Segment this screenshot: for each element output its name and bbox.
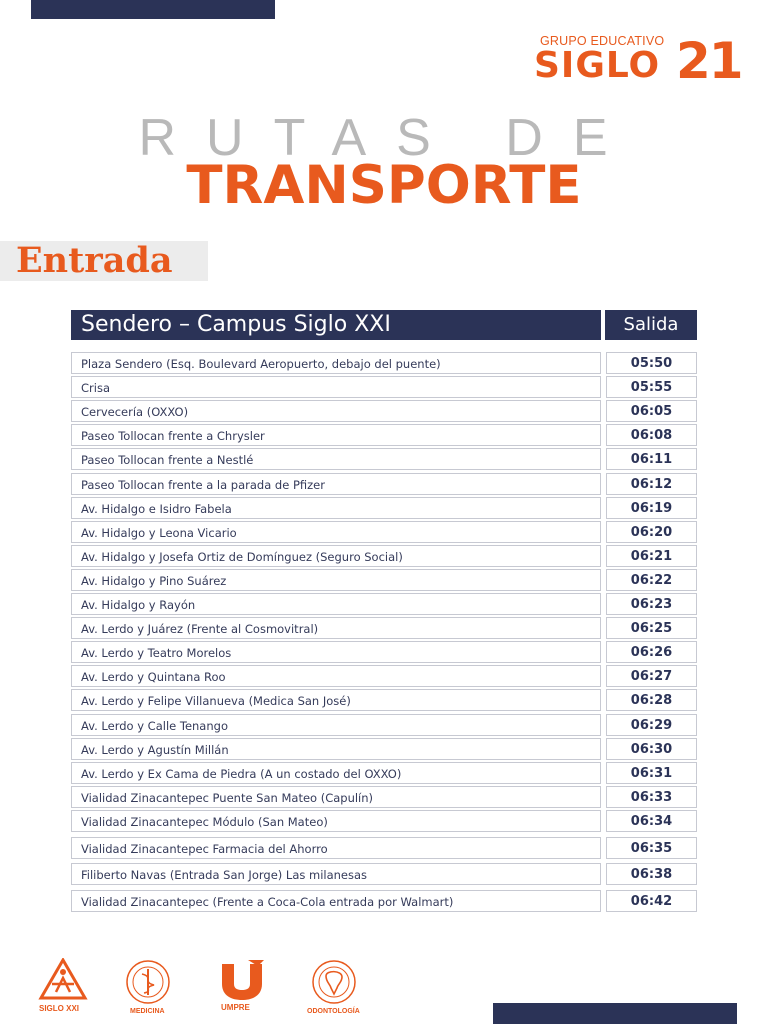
table-row bbox=[71, 424, 697, 448]
table-row bbox=[71, 738, 697, 762]
table-row bbox=[71, 762, 697, 786]
stop-name: Av. Lerdo y Teatro Morelos bbox=[71, 641, 601, 663]
table-row bbox=[71, 593, 697, 617]
section-label: Entrada bbox=[16, 240, 173, 281]
stop-time: 06:34 bbox=[606, 810, 697, 832]
stop-time: 06:08 bbox=[606, 424, 697, 446]
stop-name: Vialidad Zinacantepec Módulo (San Mateo) bbox=[71, 810, 601, 832]
logo-caption: UMPRE bbox=[221, 1003, 250, 1012]
stop-name: Cervecería (OXXO) bbox=[71, 400, 601, 422]
stop-name: Av. Lerdo y Quintana Roo bbox=[71, 665, 601, 687]
brand-number: 21 bbox=[676, 32, 742, 90]
table-row bbox=[71, 786, 697, 810]
table-row bbox=[71, 497, 697, 521]
stop-name: Plaza Sendero (Esq. Boulevard Aeropuerto, debajo del puente) bbox=[71, 352, 601, 374]
stop-time: 06:19 bbox=[606, 497, 697, 519]
stop-time: 06:29 bbox=[606, 714, 697, 736]
stop-time: 06:27 bbox=[606, 665, 697, 687]
footer-logos bbox=[38, 958, 378, 1018]
table-row bbox=[71, 665, 697, 689]
table-row bbox=[71, 448, 697, 472]
brand-logo bbox=[534, 32, 746, 88]
siglo-xxi-seal-icon bbox=[38, 958, 88, 1013]
logo-caption: MEDICINA bbox=[130, 1008, 165, 1015]
stop-name: Av. Hidalgo y Josefa Ortiz de Domínguez (Seguro Social) bbox=[71, 545, 601, 567]
stop-time: 06:42 bbox=[606, 890, 697, 912]
stop-name: Paseo Tollocan frente a la parada de Pfizer bbox=[71, 473, 601, 495]
time-column-header: Salida bbox=[605, 310, 697, 340]
top-accent-bar bbox=[31, 0, 275, 19]
stop-time: 06:21 bbox=[606, 545, 697, 567]
brand-word: SIGLO bbox=[534, 45, 661, 86]
title-line-2: TRANSPORTE bbox=[186, 155, 582, 216]
table-row bbox=[71, 714, 697, 738]
stop-name: Av. Lerdo y Felipe Villanueva (Medica San José) bbox=[71, 689, 601, 711]
table-row bbox=[71, 400, 697, 424]
table-row bbox=[71, 641, 697, 665]
table-row bbox=[71, 863, 697, 887]
table-row bbox=[71, 689, 697, 713]
stop-time: 06:25 bbox=[606, 617, 697, 639]
stop-time: 06:12 bbox=[606, 473, 697, 495]
table-row bbox=[71, 473, 697, 497]
stop-name: Vialidad Zinacantepec Puente San Mateo (Capulín) bbox=[71, 786, 601, 808]
stop-time: 06:26 bbox=[606, 641, 697, 663]
medicina-seal-icon bbox=[120, 958, 176, 1015]
stop-name: Paseo Tollocan frente a Nestlé bbox=[71, 448, 601, 470]
stop-name: Filiberto Navas (Entrada San Jorge) Las milanesas bbox=[71, 863, 601, 885]
stop-name: Av. Lerdo y Juárez (Frente al Cosmovitral) bbox=[71, 617, 601, 639]
table-row bbox=[71, 890, 697, 914]
table-row bbox=[71, 352, 697, 376]
stop-time: 06:05 bbox=[606, 400, 697, 422]
title-line-1: RUTAS DE bbox=[138, 109, 638, 167]
stop-time: 06:30 bbox=[606, 738, 697, 760]
table-row bbox=[71, 545, 697, 569]
stop-name: Av. Hidalgo y Rayón bbox=[71, 593, 601, 615]
logo-caption: ODONTOLOGÍA bbox=[307, 1008, 360, 1015]
stop-name: Av. Hidalgo y Leona Vicario bbox=[71, 521, 601, 543]
umpre-logo-icon bbox=[218, 958, 266, 1012]
stop-name: Crisa bbox=[71, 376, 601, 398]
stop-name: Av. Lerdo y Ex Cama de Piedra (A un costado del OXXO) bbox=[71, 762, 601, 784]
stops-table bbox=[71, 352, 697, 920]
stop-name: Vialidad Zinacantepec (Frente a Coca-Cola entrada por Walmart) bbox=[71, 890, 601, 912]
stop-time: 06:20 bbox=[606, 521, 697, 543]
stop-time: 06:31 bbox=[606, 762, 697, 784]
table-row bbox=[71, 617, 697, 641]
bottom-accent-bar bbox=[493, 1003, 737, 1024]
stop-time: 06:28 bbox=[606, 689, 697, 711]
stop-time: 05:50 bbox=[606, 352, 697, 374]
stop-time: 06:22 bbox=[606, 569, 697, 591]
stop-time: 06:23 bbox=[606, 593, 697, 615]
table-row bbox=[71, 376, 697, 400]
stop-time: 06:11 bbox=[606, 448, 697, 470]
stop-name: Paseo Tollocan frente a Chrysler bbox=[71, 424, 601, 446]
table-row bbox=[71, 521, 697, 545]
stop-name: Vialidad Zinacantepec Farmacia del Ahorro bbox=[71, 837, 601, 859]
stop-time: 05:55 bbox=[606, 376, 697, 398]
table-row bbox=[71, 569, 697, 593]
stop-time: 06:35 bbox=[606, 837, 697, 859]
logo-caption: SIGLO XXI bbox=[39, 1004, 80, 1013]
stop-time: 06:38 bbox=[606, 863, 697, 885]
stop-name: Av. Hidalgo y Pino Suárez bbox=[71, 569, 601, 591]
stop-time: 06:33 bbox=[606, 786, 697, 808]
table-row bbox=[71, 837, 697, 861]
odontologia-seal-icon bbox=[306, 958, 362, 1015]
stop-name: Av. Hidalgo e Isidro Fabela bbox=[71, 497, 601, 519]
route-name-header: Sendero – Campus Siglo XXI bbox=[71, 310, 601, 340]
table-row bbox=[71, 810, 697, 834]
brand-group-label: GRUPO EDUCATIVO bbox=[540, 34, 665, 48]
stop-name: Av. Lerdo y Agustín Millán bbox=[71, 738, 601, 760]
stop-name: Av. Lerdo y Calle Tenango bbox=[71, 714, 601, 736]
